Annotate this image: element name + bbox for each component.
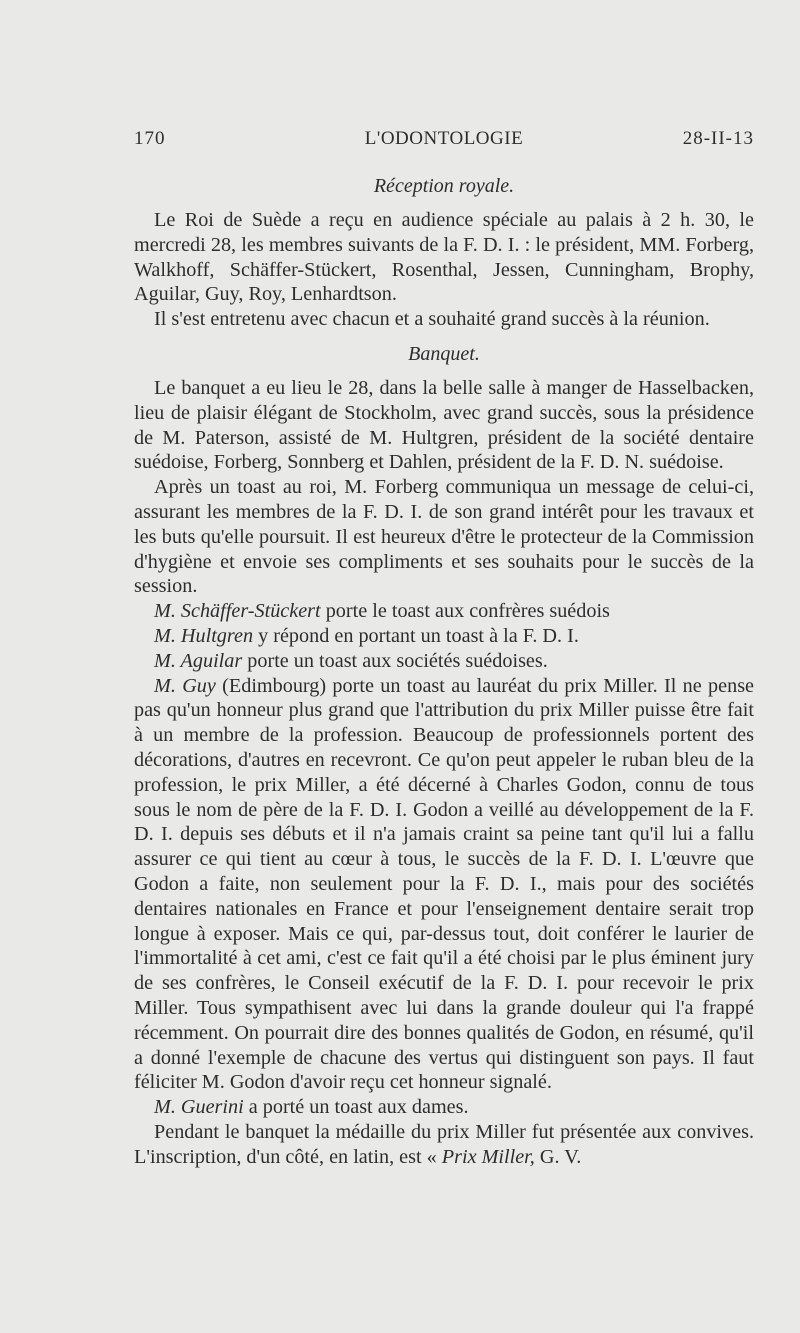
toast-paragraph bbox=[134, 674, 754, 1096]
toast-speaker: M. Aguilar bbox=[154, 649, 243, 672]
toast-text: porte un toast aux sociétés suédoises. bbox=[242, 649, 548, 672]
paragraph: Après un toast au roi, M. Forberg communiqua un message de celui-ci, assurant les membres de la F. D. I. de son grand intérêt pour les travaux et les buts qu'elle poursuit. Il est heureux d'être le protecteur de la Commission d'hygiène et envoie ses compliments et ses souhaits pour le succès de la session. bbox=[134, 476, 754, 598]
toast-paragraph bbox=[134, 599, 754, 624]
toast-text: (Edimbourg) porte un toast au lauréat du prix Miller. Il ne pense pas qu'un honneur plus grand que l'attribution du prix Miller puisse être fait à un membre de la profession. Beaucoup de professionnels portent des décorations, d'autres en recevront. Ce qu'on peut appeler le ruban bleu de la profession, le prix Miller, a été décerné à Charles Godon, connu de tous sous le nom de père de la F. D. I. Godon a veillé au développement de la F. D. I. depuis ses débuts et il n'a jamais craint sa peine tant qu'il lui a fallu assurer ce qui tient au cœur à tous, le succès de la F. D. I. L'œuvre que Godon a faite, non seulement pour la F. D. I., mais pour des sociétés dentaires nationales en France et pour l'enseignement dentaire serait trop longue à exposer. Mais ce qui, par-dessus tout, doit conférer le laurier de l'immortalité à cet ami, c'est ce fait qu'il a été choisi par le plus éminent jury de ses confrères, le Conseil exécutif de la F. D. I. pour recevoir le prix Miller. Tous sympathisent avec lui dans la grande douleur qui l'a frappé récemment. On pourrait dire des bonnes qualités de Godon, en résumé, qu'il a donné l'exemple de chacune des vertus qui distinguent son pays. Il faut féliciter M. Godon d'avoir reçu cet honneur signalé. bbox=[134, 674, 755, 1094]
toast-text: porte le toast aux confrères suédois bbox=[320, 600, 610, 623]
toast-speaker: M. Hultgren bbox=[154, 624, 254, 647]
paragraph: Le banquet a eu lieu le 28, dans la belle salle à manger de Hasselbacken, lieu de plaisir élégant de Stockholm, avec grand succès, sous la présidence de M. Paterson, assisté de M. Hultgren, président de la société dentaire suédoise, Forberg, Sonnberg et Dahlen, président de la F. D. N. suédoise. bbox=[134, 376, 754, 474]
toast-paragraph bbox=[134, 649, 754, 674]
section-heading-banquet: Banquet. bbox=[408, 342, 480, 365]
document-page bbox=[134, 120, 754, 1169]
paragraph: Le Roi de Suède a reçu en audience spéciale au palais à 2 h. 30, le mercredi 28, les membres suivants de la F. D. I. : le président, MM. Forberg, Walkhoff, Schäffer-Stückert, Rosenthal, Jessen, Cunningham, Brophy, Aguilar, Guy, Roy, Lenhardtson. bbox=[134, 209, 754, 306]
final-italic: Prix Miller, bbox=[441, 1145, 535, 1168]
toast-speaker: M. Guy bbox=[154, 674, 216, 697]
issue-date: 28-II-13 bbox=[682, 128, 754, 149]
toast-speaker: M. Schäffer-Stückert bbox=[154, 600, 321, 623]
toast-text: y répond en portant un toast à la F. D. I. bbox=[253, 624, 579, 647]
journal-title: L'ODONTOLOGIE bbox=[364, 128, 524, 149]
final-paragraph bbox=[134, 1120, 754, 1170]
section-heading-reception: Réception royale. bbox=[373, 175, 515, 197]
final-tail: G. V. bbox=[534, 1145, 582, 1168]
toast-speaker: M. Guerini bbox=[154, 1096, 244, 1119]
toast-paragraph bbox=[134, 1095, 754, 1120]
toast-paragraph bbox=[134, 624, 754, 649]
final-text: Pendant le banquet la médaille du prix Miller fut présentée aux convives. L'inscription, d'un côté, en latin, est « bbox=[134, 1120, 754, 1168]
page-number: 170 bbox=[134, 128, 166, 149]
running-head bbox=[134, 120, 754, 156]
toast-text: a porté un toast aux dames. bbox=[243, 1096, 469, 1119]
paragraph: Il s'est entretenu avec chacun et a souhaité grand succès à la réunion. bbox=[154, 308, 710, 331]
